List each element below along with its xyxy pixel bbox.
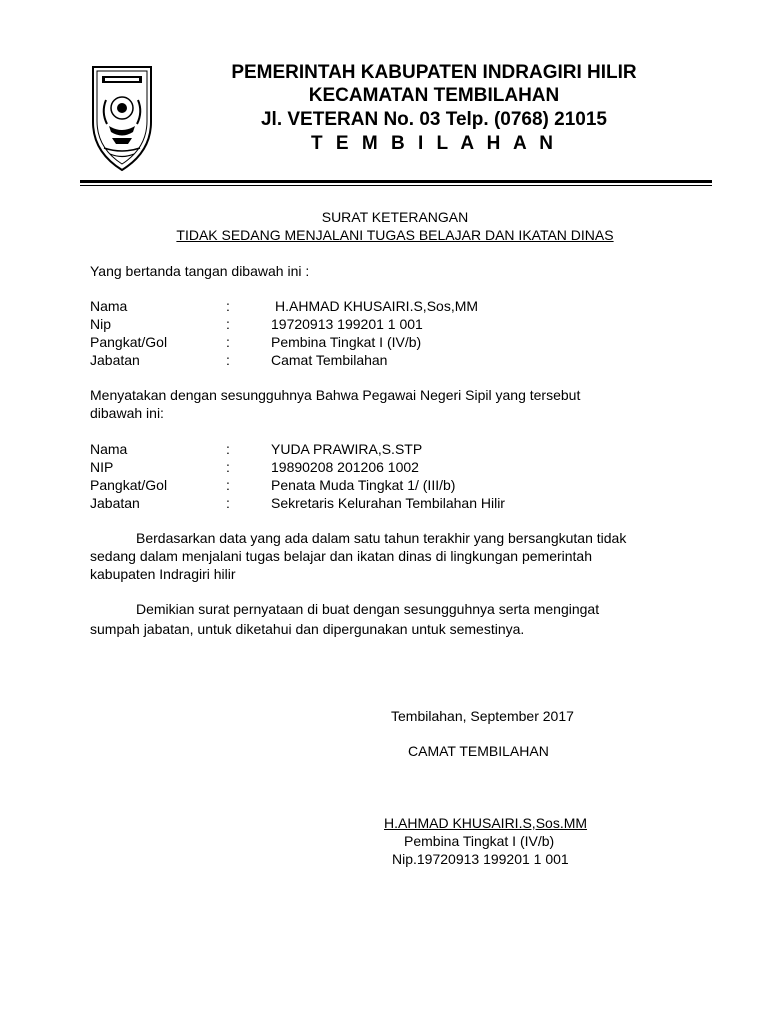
- paragraph-1-line-3: kabupaten Indragiri hilir: [90, 566, 236, 582]
- paragraph-2-line-1: Demikian surat pernyataan di buat dengan sesungguhnya serta mengingat: [136, 601, 600, 617]
- colon: :: [226, 352, 230, 368]
- closing-position: CAMAT TEMBILAHAN: [408, 743, 549, 759]
- letterhead-divider-thin: [80, 185, 712, 186]
- signer-position-label: Jabatan: [90, 352, 140, 368]
- colon: :: [226, 316, 230, 332]
- closing-signer-nip: Nip.19720913 199201 1 001: [392, 851, 569, 867]
- paragraph-1-line-1: Berdasarkan data yang ada dalam satu tahun terakhir yang bersangkutan tidak: [136, 530, 627, 546]
- paragraph-2-line-2: sumpah jabatan, untuk diketahui dan dipergunakan untuk semestinya.: [90, 621, 525, 637]
- letterhead-address: Jl. VETERAN No. 03 Telp. (0768) 21015: [260, 109, 607, 130]
- letterhead-city: T E M B I L A H A N: [311, 133, 557, 154]
- signer-name-label: Nama: [90, 298, 128, 314]
- signer-nip-label: Nip: [90, 316, 112, 332]
- closing-signer-name: H.AHMAD KHUSAIRI.S,Sos.MM: [384, 815, 588, 831]
- signer-name-value: H.AHMAD KHUSAIRI.S,Sos,MM: [275, 298, 479, 314]
- employee-name-value: YUDA PRAWIRA,S.STP: [271, 441, 423, 457]
- colon: :: [226, 334, 230, 350]
- employee-nip-value: 19890208 201206 1002: [271, 459, 419, 475]
- employee-nip-label: NIP: [90, 459, 114, 475]
- employee-rank-label: Pangkat/Gol: [90, 477, 168, 493]
- employee-position-value: Sekretaris Kelurahan Tembilahan Hilir: [271, 495, 505, 511]
- signer-rank-value: Pembina Tingkat I (IV/b): [271, 334, 422, 350]
- regency-crest-icon: [90, 64, 154, 174]
- letterhead-district: KECAMATAN TEMBILAHAN: [308, 85, 560, 106]
- signer-position-value: Camat Tembilahan: [271, 352, 388, 368]
- statement-line-1: Menyatakan dengan sesungguhnya Bahwa Pegawai Negeri Sipil yang tersebut: [90, 387, 581, 403]
- closing-place-date: Tembilahan, September 2017: [391, 708, 574, 724]
- signer-nip-value: 19720913 199201 1 001: [271, 316, 423, 332]
- paragraph-1-line-2: sedang dalam menjalani tugas belajar dan ikatan dinas di lingkungan pemerintah: [90, 548, 593, 564]
- intro-text: Yang bertanda tangan dibawah ini :: [90, 263, 310, 279]
- letter-subtitle: TIDAK SEDANG MENJALANI TUGAS BELAJAR DAN IKATAN DINAS: [176, 227, 614, 243]
- colon: :: [226, 441, 230, 457]
- closing-signer-rank: Pembina Tingkat I (IV/b): [404, 833, 555, 849]
- colon: :: [226, 298, 230, 314]
- colon: :: [226, 477, 230, 493]
- statement-line-2: dibawah ini:: [90, 405, 164, 421]
- colon: :: [226, 459, 230, 475]
- letterhead-government: PEMERINTAH KABUPATEN INDRAGIRI HILIR: [231, 62, 637, 83]
- letterhead-divider-thick: [80, 180, 712, 183]
- employee-rank-value: Penata Muda Tingkat 1/ (III/b): [271, 477, 456, 493]
- colon: :: [226, 495, 230, 511]
- signer-rank-label: Pangkat/Gol: [90, 334, 168, 350]
- letter-title: SURAT KETERANGAN: [321, 209, 469, 225]
- employee-name-label: Nama: [90, 441, 128, 457]
- employee-position-label: Jabatan: [90, 495, 140, 511]
